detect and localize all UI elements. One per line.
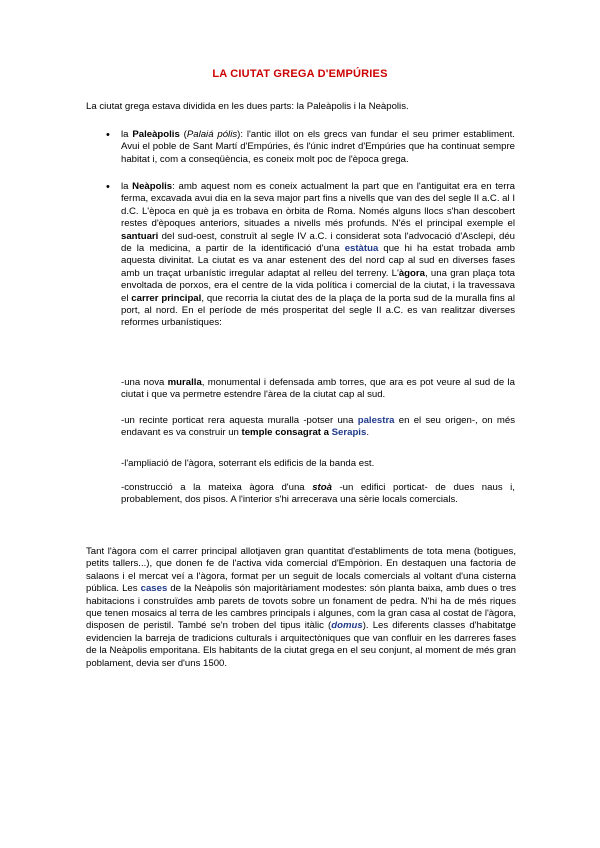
final-paragraph — [86, 546, 516, 670]
bullet-marker: • — [106, 181, 110, 193]
reform-stoa — [121, 482, 515, 507]
link-estatua[interactable]: estàtua — [344, 243, 379, 255]
term-santuari: santuari — [121, 230, 159, 242]
reform-muralla — [121, 377, 515, 402]
bullet-marker: • — [106, 129, 110, 141]
text-fragment: ( — [179, 129, 187, 140]
reform-agora: -l'ampliació de l'àgora, soterrant els edificis de la banda est. — [121, 458, 375, 469]
list-item-neapolis — [121, 181, 515, 330]
intro-paragraph: La ciutat grega estava dividida en les dues parts: la Paleàpolis i la Neàpolis. — [86, 101, 409, 112]
text-fragment: ). Les diferents classes d'habitatge evidencien la barreja de tradicions culturals i arquitectòniques que van confluir en les darreres fases de la Neàpolis emporitana. Els habitants de la ciutat grega en el seu conjunt, al moment de més gran poblament, devia ser d'uns 1500. — [86, 620, 516, 669]
greek-term: Palaiá pólis — [186, 129, 238, 140]
reform-recinte — [121, 415, 515, 440]
text-fragment: -un edifici porticat- de dues naus i, probablement, dos pisos. A l'interior s'hi arrecerava una sèrie locals comercials. — [121, 482, 515, 506]
text-fragment: del sud-oest, construït al segle IV a.C. i considerat sota l'advocació d'Asclepi, déu de la medicina, a partir de la identificació d'una — [121, 230, 515, 255]
text-fragment: , una gran plaça tota envoltada de porxos, era el centre de la vida política i comercial de la ciutat, i la travessava el — [121, 267, 515, 304]
term-carrer-principal: carrer principal — [131, 292, 202, 304]
link-domus[interactable]: domus — [331, 620, 363, 632]
text-fragment: , monumental i defensada amb torres, que ara es pot veure al sud de la ciutat i que va permetre estendre l'àrea de la ciutat cap al sud. — [121, 377, 515, 401]
term-stoa: stoà — [312, 482, 332, 493]
document-title: LA CIUTAT GREGA D'EMPÚRIES — [212, 68, 388, 80]
text-fragment: en el seu origen-, on més endavant es va construir un — [121, 415, 515, 439]
term-paleapolis: Paleàpolis — [132, 129, 180, 140]
text-fragment: Tant l'àgora com el carrer principal allotjaven gran quantitat d'establiments de tota mena (botigues, petits tallers...), que donen fe de l'activa vida comercial d'Empòrion. En destaquen una factoria de salaons i el mercat veí a l'àgora, format per un seguit de locals comercials al voltant d'una cisterna pública. Les — [86, 546, 516, 595]
link-palestra[interactable]: palestra — [357, 415, 395, 426]
link-cases[interactable]: cases — [140, 583, 168, 595]
term-agora: àgora — [398, 267, 425, 279]
term-neapolis: Neàpolis — [132, 181, 173, 192]
text-fragment: que hi ha estat trobada amb aquesta divinitat. La ciutat es va anar estenent des del nord cap al sud en diverses fases amb un traçat urbanístic irregular adaptat al relleu del terreny. L' — [121, 243, 515, 279]
link-serapis[interactable]: Serapis — [331, 427, 367, 439]
text-fragment: -construcció a la mateixa àgora d'una — [121, 482, 313, 493]
text-fragment: de la Neàpolis són majoritàriament modestes: són planta baixa, amb dues o tres habitacions i construïdes amb parets de tovots sobre un fonament de pedra. N'hi ha de més riques que tenen mosaics al terra de les cambres principals i algunes, com la gran casa al costat de l'àgora, disposen de peristil. També se'n troben del tipus itàlic ( — [86, 583, 516, 632]
text-fragment: la — [121, 181, 133, 192]
term-temple: temple consagrat a — [241, 427, 332, 439]
text-fragment: -una nova — [121, 377, 168, 388]
term-muralla: muralla — [167, 377, 202, 388]
text-fragment: la — [121, 129, 133, 140]
text-fragment: -un recinte porticat rera aquesta muralla -potser una — [121, 415, 358, 426]
text-fragment: , que recorria la ciutat des de la plaça de la porta sud de la muralla fins al port, al nord. En el període de més prosperitat del segle II a.C. es van realitzar diverses reformes urbanístiques: — [121, 292, 515, 329]
list-item-paleapolis — [121, 129, 515, 166]
text-fragment: : amb aquest nom es coneix actualment la part que en l'antiguitat era en terra ferma, excavada avui dia en la seva major part fins a nivells que van des del segle II a.C. al I d.C. L'època en què ja es trobava en òrbita de Roma. Només alguns llocs s'han descobert restes d'èpoques anteriors, situades a nivells més profunds. N'és el principal exemple el — [121, 181, 515, 230]
text-fragment: . — [366, 427, 369, 439]
text-fragment: ): l'antic illot on els grecs van fundar el seu primer establiment. Avui el poble de Sant Martí d'Empúries, és l'únic indret d'Empúries que ha continuat sempre habitat i, com a conseqüència, es coneix molt poc de l'època grega. — [121, 129, 515, 165]
